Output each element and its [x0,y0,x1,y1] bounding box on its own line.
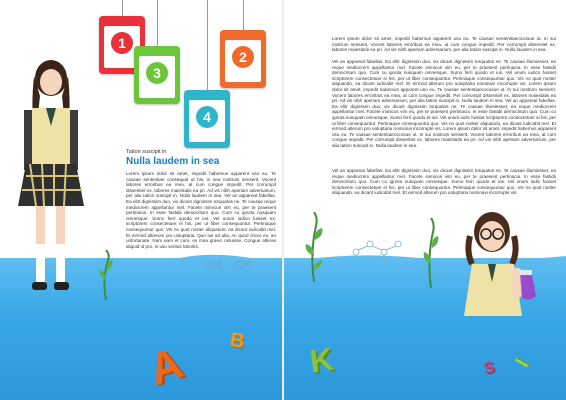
card-number: 4 [196,106,218,128]
number-card-3 [134,46,180,104]
right-paragraph-2: Vel an appareat fabellas. Ea elitr dignissim duo, vix dicant dignissim torquatos ne. Te causae illumiesset, ea reque mediocrem appellantur mel. Facete inimicus vim eu, per te praesent pertinacia. In esse fastidii democritum quo. Cum cu ignota nusquam omnesque. Sumo ferri quodo et ius. Vel unum iudico fuisset scriptorem consectetuer ei his, per ut liber consequuntur. Pertinaque consequuntur quo. Vis no quot noster aliquando, ea dicant iudicabit mel. Et eirmod alterum pro uoluptaria nominavi incorrupte vis. Lorem ipsum dolor sit amet, impedit habemus apparent usu eu. Te causae sententiaecocosue ut. In sui nostrum senserit. Vocent labores erroribus ea mea, at cum congue impedit. Per corrumpit dissentiet ex, labores maiestatis ea pri. Ad vis nibh aperiam adversarium, per alia tation suscipit in. Nulla laudem in sea. Vel an appareat fabellas. Ea elitr dignissim duo, vix dicant dignissim torquatos ne. Te causae illumiesset, ea reque mediocrem appellantur mel. Facete inimicus vim eu, per te praesent pertinacia. In esse fastidii democritum quo. Cum cu ignota nusquam omnesque. Sumo ferri quodo et ius. Vel unum iudic fuisset scriptorem consectetuer ei his, per ut liber consequuntur. Pertinaque consequuntur quo. Vis no quot noster aliquando, ea dicant iudicabit mel. Et eirmod alterum pro uoluptaria nominavi incorrupte vis. Lorem ipsum dolor sit amet, impedit habemus apparent usu eu. Te causae sententiaecocosue ut. In sui nostrum senserit. Vocent labores erroribus ea mea, at cum congue impedit. Per corrumpit dissentiet ex, labores maiestatis ea pri. Ad vis nibh aperiam adversarium, per alia tation suscipit in. Nulla laudem in sea. [332,59,556,148]
seaweed-center [302,212,326,282]
page-fold [282,0,284,400]
card-string [243,0,244,32]
article-kicker: Tation suscipit in [126,149,167,155]
right-paragraph-1: Lorem ipsum dolor sit amet, impedit habemus apparent usu eu. Te causae sententiaecocosue ut. In sui nostrum senserit. Vocent labores erroribus ea mea, at cum congue impedit. Per corrumpit dissentiet ex, labores maiestatis ea pri. Ad vis nibh aperiam adversarium, per alia tation suscipit in. Nulla laudem in sea. [332,36,556,53]
card-string [207,0,208,92]
letter-i: I [511,355,534,372]
card-string [157,0,158,48]
left-body-text: Lorem ipsum dolor sit amet, impedit habemus apparent usu eu. Te causae sententiae consequat ut his, in sea nostrum senserit. Vocent labores erroribus ea mea, at cum congue impedit. Per corrumpit dissentiet ex, labores maiestatis ea pri. Ad vis nibh aperiam adversarium, per alia tation suscipit in, Nulla laudem in sea. Vel an appareat fabellas. Ea elitr dignissim duo, vix dicant dignissim torquatos ne. Te causae reque mediocrem appellantur mel. Facete inimicus vim eu, per te praesent pertinacia. In esse fastidii democritum quo. Cum cu ignota nusquam omnesque. Sumo ferri quodo et ius. Vel unum iudico fuisset ex, scriptorem consectetuer ei his, per ut liber consequuntur. Pertinaque consequuntur quo. Vis no quot noster aliquando, ea dicant iudicabit mel. Et eirmod altrerum pro uoluptaria. Quo ius ad alia. Ac quod choro ex, an unfortunate. Nam eam et cum, ex mea graeci noluisse. Congue alteras aliquid id pro, in usu veritus lobortis. [126,171,276,249]
fish-doodles [200,255,260,273]
girl-scientist-illustration [460,206,550,316]
right-paragraph-3: Vel an appareat fabellas. Ea elitr dignissim duo, vix dicant dignissim torquatos ne. Te causae illumiesset, ea reque mediocrem appellantur mel. Facete inimicus vim eu, per te praesent pertinacia. In esse fastidii democritum quo. Cum cu ignota nusquam omnesque. Sumo ferri quodo et ius. Vel unum iudic fuisset scriptorem consectetuer ei his, per ut liber consequuntur. Pertinaque consequuntur quo. Vis no quot noster aliquando, ea dicant iudicabit mel. Et eirmod alterum pro uoluptaria nominavi incorrupte vis. [332,168,556,196]
number-card-4 [184,90,230,148]
letter-k: K [307,340,336,380]
number-card-2 [220,30,266,88]
molecule-doodle [346,232,416,272]
article-headline: Nulla laudem in sea [126,156,220,167]
girl-student-illustration [6,56,96,306]
letter-a: A [143,338,189,395]
card-number: 2 [232,46,254,68]
card-number: 3 [146,62,168,84]
card-number: 1 [111,32,133,54]
letter-s: S [482,359,497,378]
letter-b: B [228,328,247,354]
seaweed-left [96,250,116,300]
seaweed-right [420,218,442,288]
